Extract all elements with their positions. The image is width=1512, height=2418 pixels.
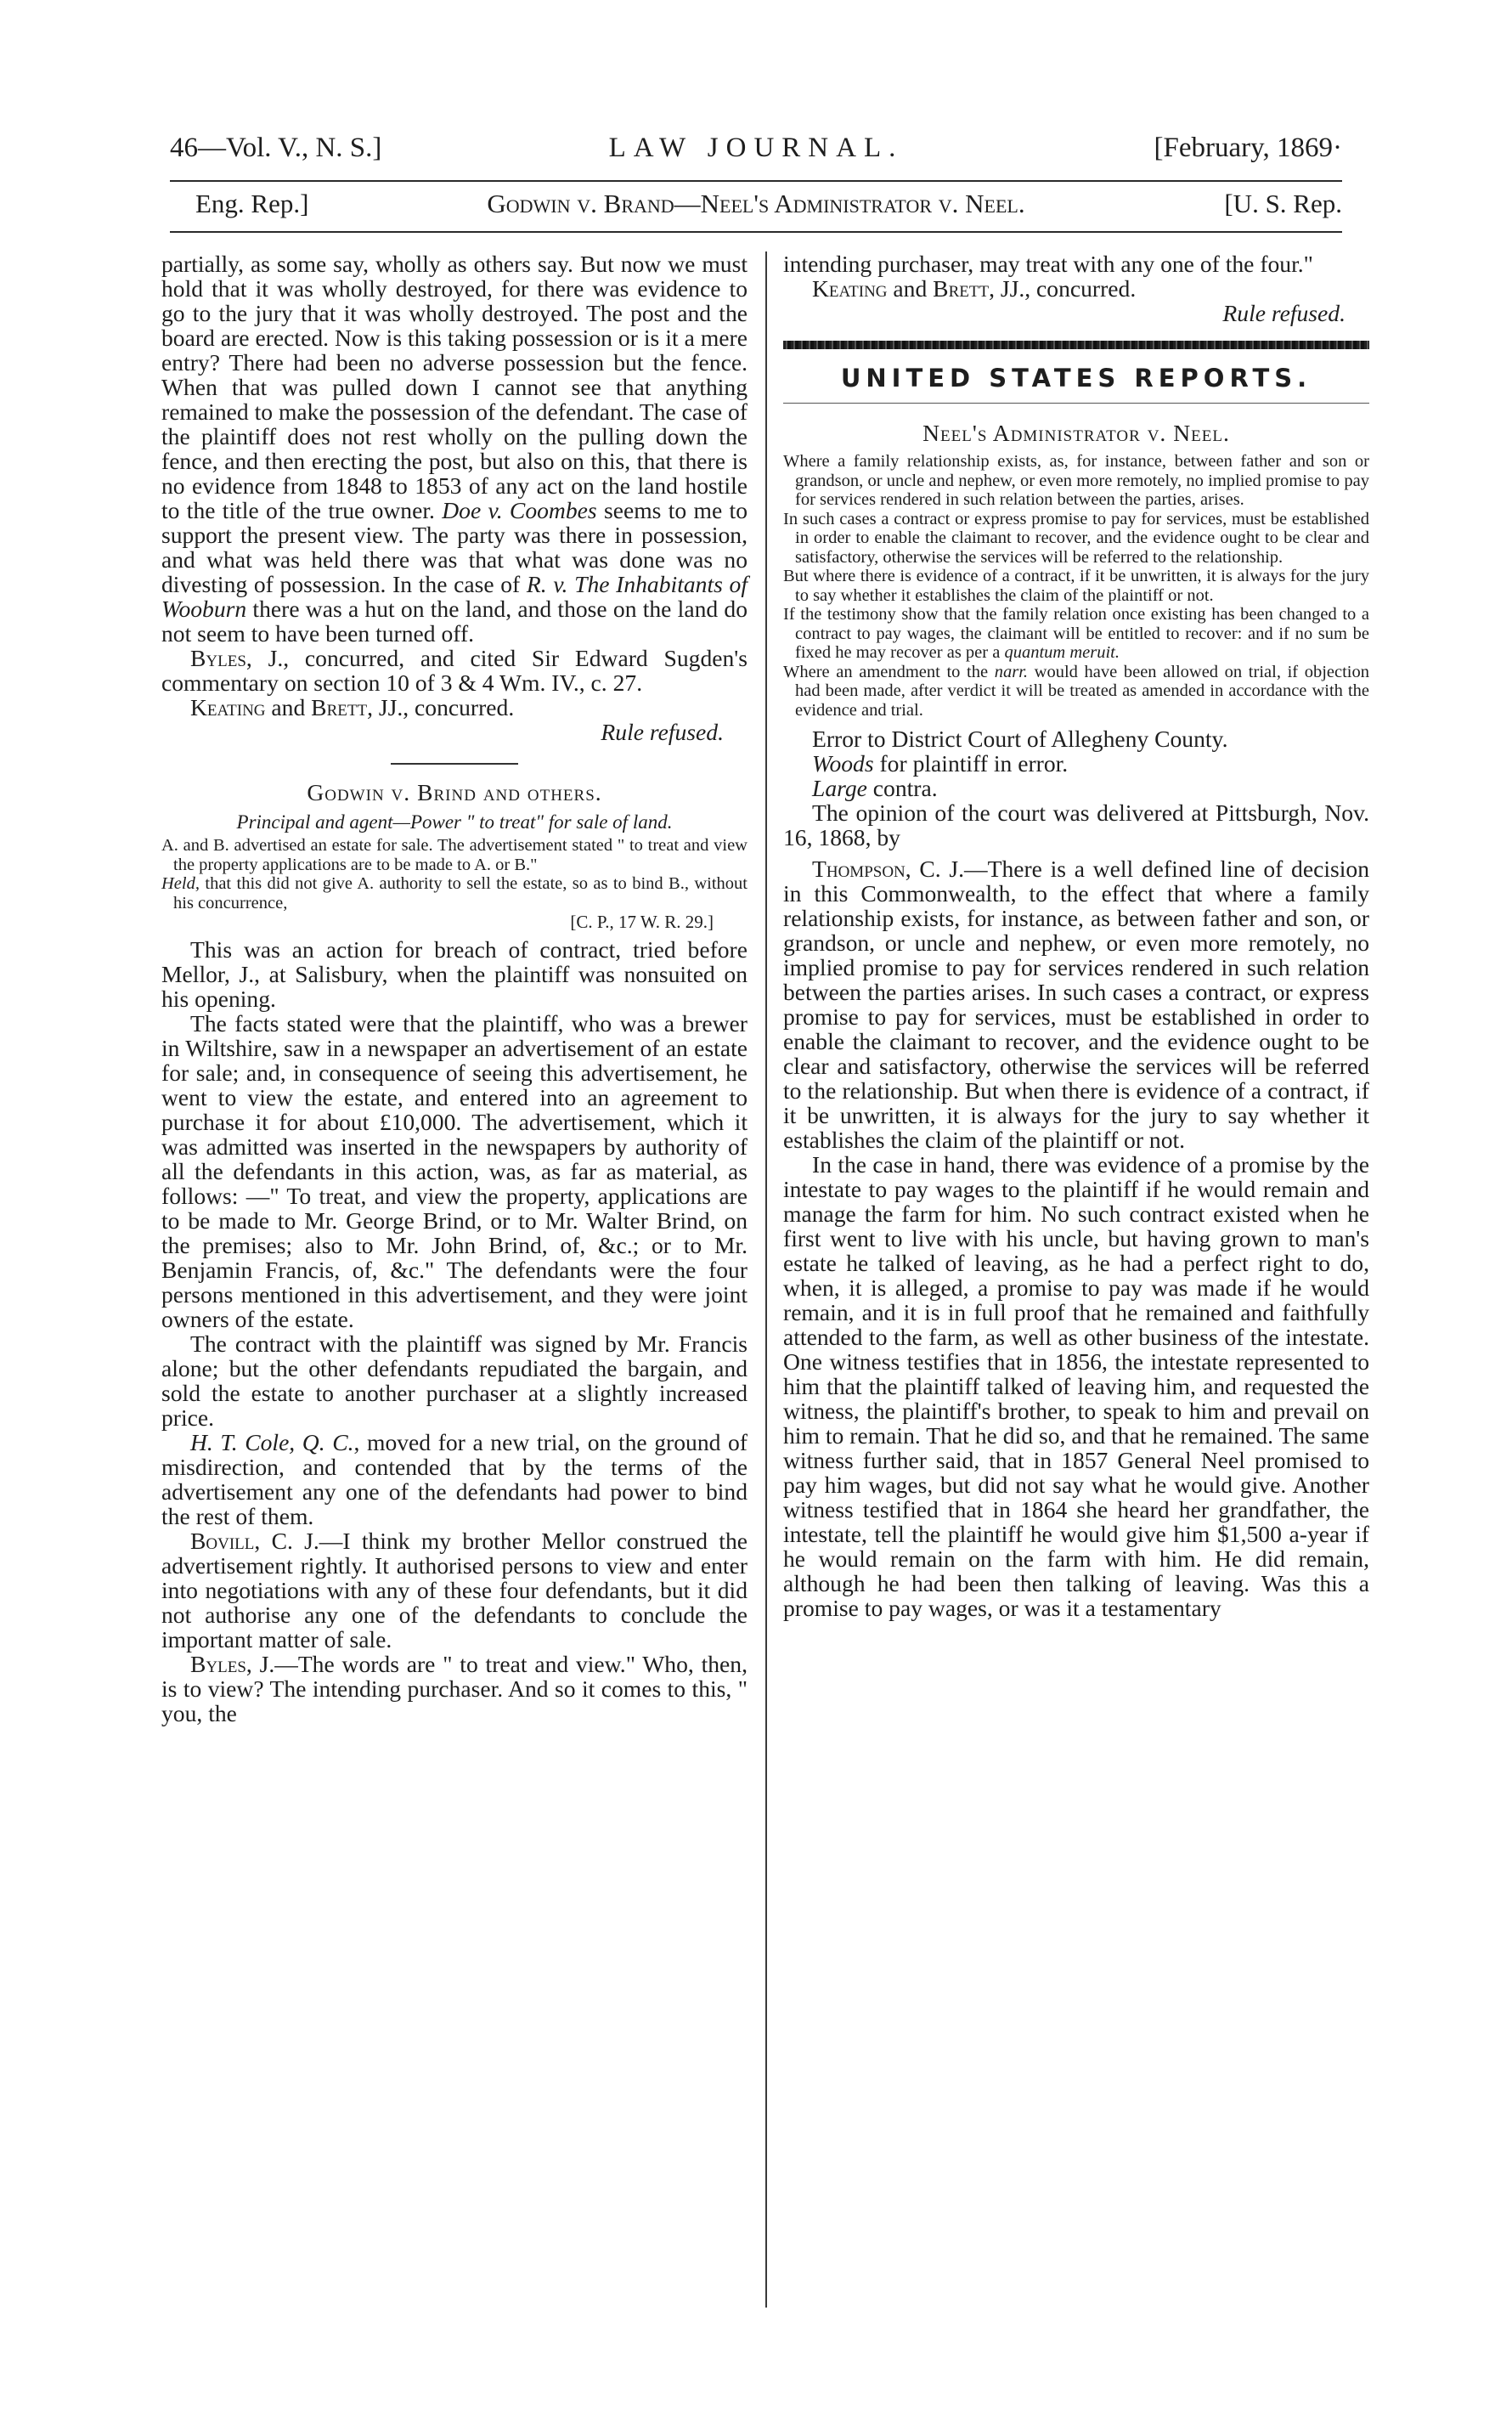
headnotes (783, 452, 1369, 720)
body-paragraph: Byles, J.—The words are " to treat and view." Who, then, is to view? The intending purchaser. And so it comes to this, " you, the (161, 1651, 748, 1726)
body-paragraph: H. T. Cole, Q. C., moved for a new trial, on the ground of misdirection, and contended that by the terms of the advertisement any one of the defendants had power to bind the rest of them. (161, 1429, 748, 1529)
header-rule (170, 180, 1342, 182)
concurrence-paragraph: Byles, J., concurred, and cited Sir Edward Sugden's commentary on section 10 of 3 & 4 Wm. IV., c. 27. (161, 645, 748, 696)
case-title: Neel's Administrator v. Neel. (922, 420, 1230, 446)
case-citation: Doe v. Coombes (434, 497, 597, 523)
concurrence-paragraph: Keating and Brett, JJ., concurred. (190, 694, 515, 720)
continued-opinion: partially, as some say, wholly as others say. But now we must hold that it was wholly destroyed, for there was evidence to go to the jury that it was wholly destroyed. The post and the board are erected. Now is this taking possession or is it a mere entry? There had been no adverse possession but the fence. When that was pulled down I cannot see that anything remained to make the possession of the defendant. The case of the plaintiff does not rest wholly on the pulling down the fence, and then erecting the post, but also on this, that there is no evidence from 1848 to 1853 of any act on the land hostile to the title of the true owner. Doe v. Coombes seems to me to support the present view. The party was there in possession, and what was held there was that what was done was no divesting of possession. In the case of R. v. The Inhabitants of Wooburn there was a hut on the land, and those on the land do not seem to have been turned off. (161, 251, 748, 647)
counsel-line: Large contra. (812, 775, 938, 801)
body-paragraph: The facts stated were that the plaintiff, who was a brewer in Wiltshire, saw in a newspaper an advertisement of an estate for sale; and, in consequence of seeing this advertisement, he went to view the estate, and entered into an agreement to purchase it for about £10,000. The advertisement, which it was admitted was inserted in the newspapers by authority of all the defendants in this action, was, as far as material, as follows: —" To treat, and view the property, applications are to be made to Mr. George Brind, or to Mr. Walter Brind, on the premises; also to Mr. John Brind, of, &c.; or to Mr. Benjamin Francis, of, &c." The defendants were the four persons mentioned in this advertisement, and they were joint owners of the estate. (161, 1010, 748, 1332)
issue-date: [February, 1869· (1154, 133, 1342, 163)
rule-refused: Rule refused. (601, 719, 724, 745)
case-running-head (170, 189, 1342, 226)
concurrence-paragraph: Keating and Brett, JJ., concurred. (812, 275, 1137, 302)
rule-refused: Rule refused. (1222, 300, 1346, 326)
body-paragraph: In the case in hand, there was evidence of a promise by the intestate to pay wages to the plaintiff if he would remain and manage the farm for him. No such contract existed when he first went to live with his uncle, but having grown to man's estate he talked of leaving, as he had a perfect right to do, when, it is alleged, a promise to pay was made if he would remain, and it is in full proof that he remained and faithfully attended to the farm, as well as other business of the intestate. One witness testifies that in 1856, the intestate represented to him that the plaintiff talked of leaving him, and requested the witness, the plaintiff's brother, to speak to him and prevail on him to remain. That he did so, and that he remained. The same witness further said, that in 1857 General Neel promised to pay him wages, but did not say what he would give. Another witness testified that in 1864 she heard her grandfather, the intestate, tell the plaintiff he would give him $1,500 a-year if he would remain on the farm with him. He did remain, although he had been then talking of leaving. Was this a promise to pay wages, or was it a testamentary (783, 1151, 1369, 1621)
section-underline (783, 403, 1369, 404)
left-column (161, 251, 748, 1726)
body-paragraph: Thompson, C. J.—There is a well defined line of decision in this Commonwealth, to the effect that where a family relationship exists, for instance, as between father and son, or grandson, or uncle and nephew, or even more remotely, no implied promise to pay for services rendered in such relation between the parties arises. In such cases a contract, or express promise to pay for services, must be established in order to enable the claimant to recover, and the evidence ought to be clear and satisfactory, otherwise the services will be referred to the relationship. But when there is evidence of a contract, if it be unwritten, it is always for the jury to say whether it establishes the claim of the plaintiff or not. (783, 856, 1369, 1153)
opinion-intro: The opinion of the court was delivered at Pittsburgh, Nov. 16, 1868, by (783, 799, 1369, 850)
section-rule (783, 341, 1369, 349)
headnote: Where a family relationship exists, as, for instance, between father and son or grandson, or uncle and nephew, or even more remotely, no implied promise to pay for services rendered in such relation between the parties, arises. (783, 452, 1369, 509)
page-volume-label: 46—Vol. V., N. S.] (170, 133, 382, 163)
headnote: But where there is evidence of a contract, if it be unwritten, it is always for the jury to say whether it establishes the claim of the plaintiff or not. (783, 567, 1369, 605)
body-paragraph: Bovill, C. J.—I think my brother Mellor construed the advertisement rightly. It authorised persons to view and enter into negotiations with any of these four defendants, but it did not authorise any one of the defendants to conclude the important matter of sale. (161, 1528, 748, 1652)
section-title: UNITED STATES REPORTS. (840, 364, 1312, 393)
headnote: Where an amendment to the narr. would have been allowed on trial, if objection had been made, after verdict it will be treated as amended in accordance with the evidence and trial. (783, 662, 1369, 720)
report-citation: [C. P., 17 W. R. 29.] (570, 912, 714, 932)
body-paragraph: This was an action for breach of contract, tried before Mellor, J., at Salisbury, when the plaintiff was nonsuited on his opening. (161, 936, 748, 1012)
case-names: Godwin v. Brand—Neel's Administrator v. Neel. (487, 189, 1025, 218)
section-right-label: [U. S. Rep. (1224, 189, 1342, 218)
counsel-line: Woods for plaintiff in error. (812, 750, 1069, 777)
journal-title: LAW JOURNAL. (608, 133, 904, 163)
right-column (783, 251, 1369, 1620)
subheader-rule (170, 231, 1342, 233)
headnote-topic: Principal and agent—Power " to treat" for sale of land. (236, 811, 673, 833)
error-line: Error to District Court of Allegheny County. (812, 726, 1228, 752)
headnote: If the testimony show that the family relation once existing has been changed to a contract to pay wages, the claimant will be entitled to recover: and if no sum be fixed he may recover as per a quantum meruit. (783, 605, 1369, 662)
continued-opinion: intending purchaser, may treat with any one of the four." (783, 251, 1313, 277)
column-divider (765, 251, 767, 2308)
case-separator (391, 763, 518, 765)
headnote: In such cases a contract or express promise to pay for services, must be established in order to enable the claimant to recover, and the evidence ought to be clear and satisfactory, otherwise the services will be referred to the relationship. (783, 509, 1369, 567)
body-paragraph: The contract with the plaintiff was signed by Mr. Francis alone; but the other defendants repudiated the bargain, and sold the estate to another purchaser at a slightly increased price. (161, 1330, 748, 1431)
case-title: Godwin v. Brind and others. (307, 779, 602, 805)
headnote: A. and B. advertised an estate for sale. The advertisement stated " to treat and view the property applications are to be made to A. or B." (161, 836, 748, 874)
section-left-label: Eng. Rep.] (195, 189, 309, 218)
running-head (170, 133, 1342, 170)
headnote: Held, that this did not give A. authority to sell the estate, so as to bind B., without his concurrence, (161, 874, 748, 912)
case-citation: R. v. The Inhabitants of Wooburn (161, 571, 748, 622)
